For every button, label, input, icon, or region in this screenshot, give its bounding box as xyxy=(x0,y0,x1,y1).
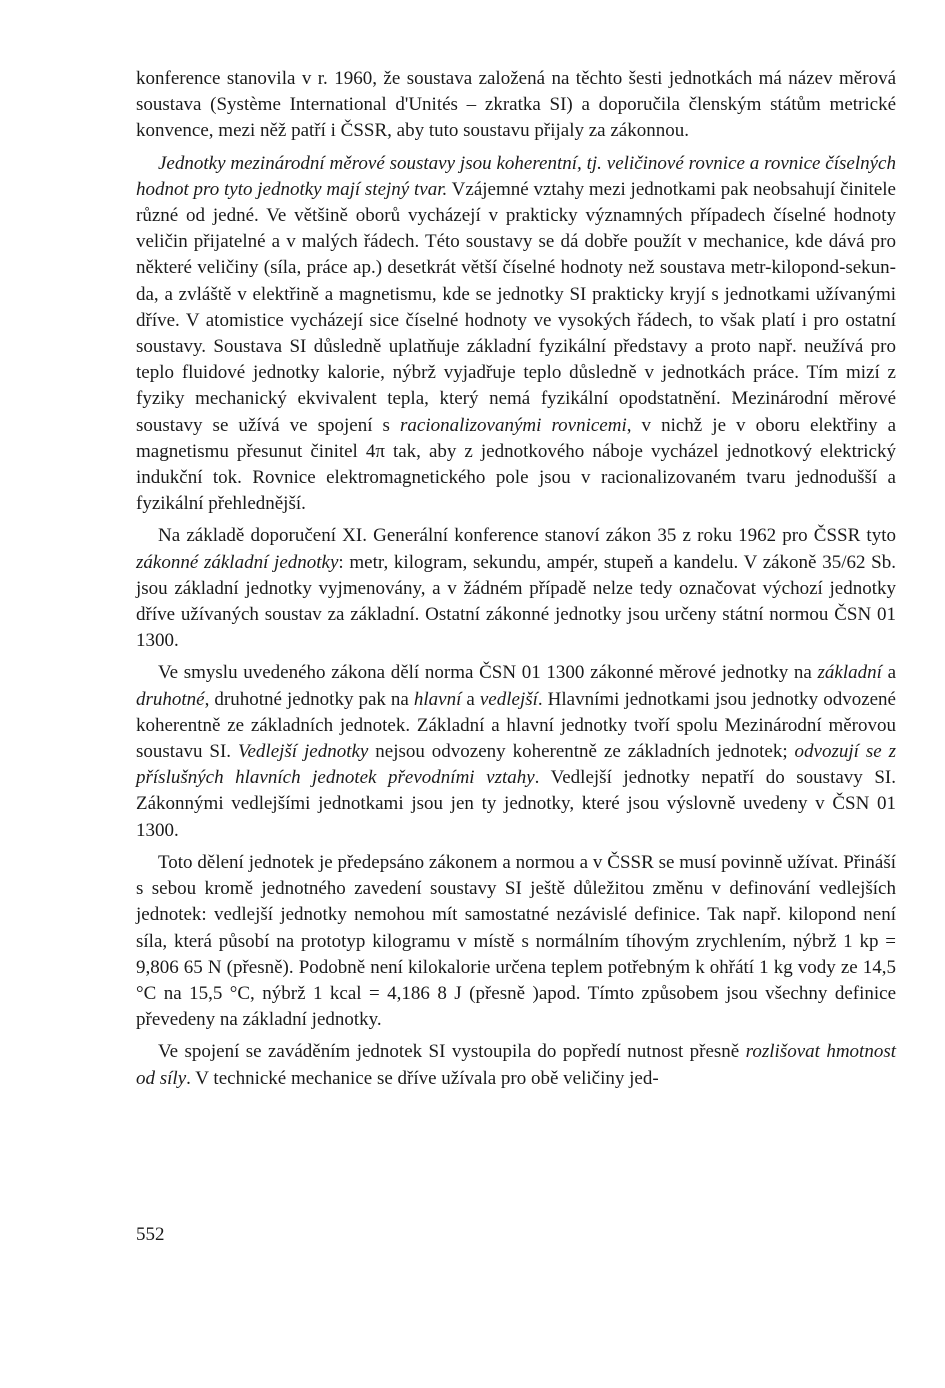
italic-text-segment: zákonné základní jednotky xyxy=(136,551,339,573)
page-body xyxy=(136,66,896,1098)
text-segment: Toto dělení jednotek je předepsáno zákonem a normou a v ČSSR se musí povinně užívat. Přináší s sebou kromě jednotného zavedení soustavy SI ještě důležitou změnu v definování vedlejších jednotek: vedlejší jednotky nemohou mít samostatné nezávislé definice. Tak např. kilopond není síla, která působí na prototyp kilogramu v místě s normálním tíhovým zrychlením, nýbrž 1 kp = 9,806 65 N (přesně). Podobně není kilokalorie určena teplem potřebným k ohřátí 1 kg vody ze 14,5 °C na 15,5 °C, nýbrž 1 kcal = 4,186 8 J (přesně )apod. Tímto způsobem jsou všechny definice převedeny na základní jednotky. xyxy=(136,851,896,1031)
paragraph-4 xyxy=(136,660,896,843)
text-segment: a xyxy=(881,662,897,684)
paragraph-1 xyxy=(136,66,896,145)
italic-text-segment: druhotné xyxy=(136,688,205,710)
text-segment: Vzájemné vztahy mezi jednotkami pak neobsahují činitele různé od jedné. Ve většině oborů vycházejí v prakticky významných případech číselné hodnoty veličin přijatelné a v malých řádech. Této soustavy se dá dobře použít v mechanice, kde dává pro některé veličiny (síla, práce ap.) desetkrát větší číselné hodnoty než soustava metr-kilopond-sekunda, a zvláště v elektřině a magnetismu, kde se jednotky SI prakticky kryjí s jednotkami užívanými dříve. V atomistice vycházejí sice číselné hodnoty ve vysokých řádech, to však platí i pro ostatní soustavy. Soustava SI důsledně uplatňuje základní fyzikální představy a proto např. neužívá pro teplo fluidové jednotky kalorie, nýbrž vyjadřuje teplo důsledně v jednotkách práce. Tím mizí z fyziky mechanický ekvivalent tepla, který nemá fyzikální opodstatnění. Mezinárodní měrové soustavy se užívá ve spojení s xyxy=(136,178,896,436)
text-segment: , v nichž je v oboru elektřiny a magnetismu přesunut činitel 4π tak, aby z jednotkového náboje vycházel jednotkový elektrický indukční tok. Rovnice elektromagnetického pole jsou v racionalizovaném tvaru jednodušší a fyzikální přehlednější. xyxy=(136,414,896,515)
text-segment: , druhotné jednotky pak na xyxy=(204,688,414,710)
text-segment: a xyxy=(461,688,480,710)
text-segment: . Vedlejší jednotky nepatří do soustavy SI. Zákonnými vedlejšími jednotkami jsou jen ty jednotky, které jsou výslovně uvedeny v ČSN 01 1300. xyxy=(136,767,896,841)
text-segment: Na základě doporučení XI. Generální konference stanoví zákon 35 z roku 1962 pro ČSSR tyto xyxy=(158,525,896,547)
page-number: 552 xyxy=(136,1224,165,1245)
paragraph-5 xyxy=(136,850,896,1033)
italic-text-segment: rozlišovat hmotnost od síly xyxy=(136,1041,896,1089)
italic-text-segment: Vedlejší jednotky xyxy=(237,741,369,763)
text-segment: nejsou odvozeny koherentně ze základních jednotek; xyxy=(368,741,795,763)
text-segment: konference stanovila v r. 1960, že soustava založená na těchto šesti jednotkách má název měrová soustava (Système International d'Unités – zkratka SI) a doporučila členským státům metrické konvence, mezi něž patří i ČSSR, aby tuto soustavu přijaly za zákonnou. xyxy=(136,68,896,142)
text-segment: Ve smyslu uvedeného zákona dělí norma ČSN 01 1300 zákonné měrové jednotky na xyxy=(158,662,818,684)
italic-text-segment: základní xyxy=(817,662,882,684)
paragraph-3 xyxy=(136,523,896,654)
text-segment: : metr, kilogram, sekundu, ampér, stupeň a kandelu. V zákoně 35/62 Sb. jsou základní jednotky vyjmenovány, a v žádném případě nelze tedy označovat výchozí jednotky dříve užívaných soustav za základní. Ostatní zákonné jednotky jsou určeny státní normou ČSN 01 1300. xyxy=(136,551,896,652)
italic-text-segment: racionalizovanými rovnicemi xyxy=(400,414,627,436)
text-segment: . Hlavními jednotkami jsou jednotky odvozené koherentně ze základních jednotek. Základní a hlavní jednotky tvoří spolu Mezinárodní měrovou soustavu SI. xyxy=(136,688,896,763)
paragraph-2 xyxy=(136,151,896,518)
paragraph-6 xyxy=(136,1039,896,1091)
italic-text-segment: Jednotky mezinárodní měrové soustavy jsou koherentní, tj. veličinové rovnice a rovnice číselných hodnot pro tyto jednotky mají stejný tvar. xyxy=(136,152,896,200)
italic-text-segment: vedlejší xyxy=(479,688,538,710)
italic-text-segment: hlavní xyxy=(413,688,462,710)
italic-text-segment: odvozují se z příslušných hlavních jednotek převodními vztahy xyxy=(136,741,896,789)
text-segment: . V technické mechanice se dříve užívala pro obě veličiny jed- xyxy=(186,1067,659,1089)
text-segment: Ve spojení se zaváděním jednotek SI vystoupila do popředí nutnost přesně xyxy=(158,1041,746,1063)
